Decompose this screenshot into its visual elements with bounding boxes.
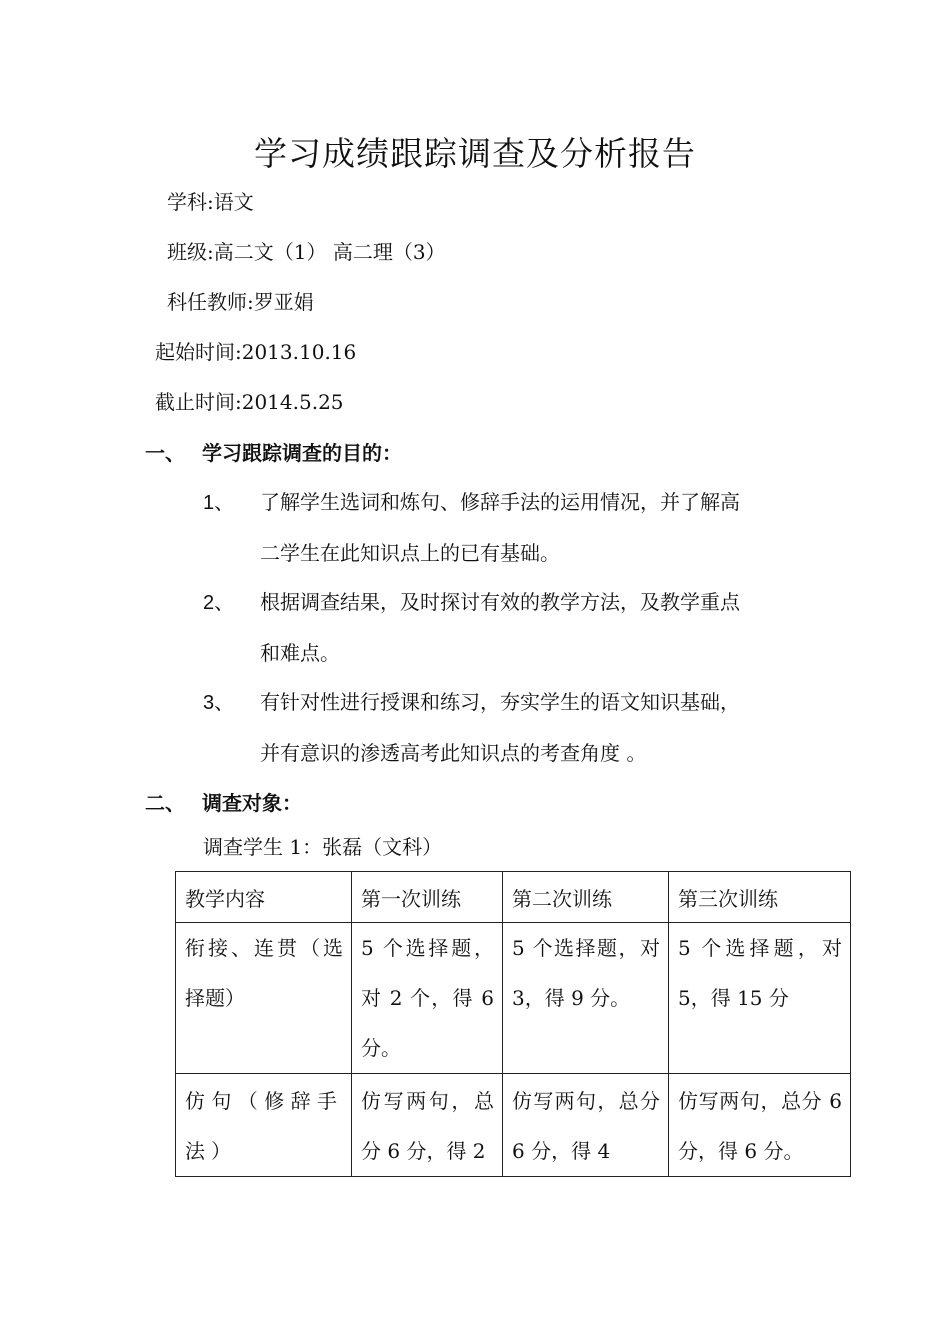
- table-cell: 5 个选择题，对 2 个，得 6 分。: [352, 923, 503, 1074]
- purpose-item-1-line-1: 了解学生选词和炼句、修辞手法的运用情况，并了解高: [260, 490, 740, 514]
- purpose-item-2-number: 2、: [203, 592, 235, 614]
- section-2-heading: [145, 787, 545, 817]
- purpose-item-1-line-2: 二学生在此知识点上的已有基础。: [260, 541, 560, 565]
- section-1-title: 学习跟踪调查的目的：: [202, 441, 402, 465]
- table-cell: 衔接、连贯（选择题）: [176, 923, 352, 1074]
- purpose-item-3-line-2: 并有意识的渗透高考此知识点的考查角度 。: [260, 741, 647, 765]
- header-cell-content: 教学内容: [176, 872, 352, 923]
- section-1-heading: [145, 437, 645, 467]
- table-cell: 仿写两句，总分 6 分，得 4: [503, 1074, 669, 1177]
- purpose-item-3: [203, 686, 823, 766]
- table-cell: 仿写两句，总分 6 分，得 2: [352, 1074, 503, 1177]
- table-cell: 5 个选择题，对 3，得 9 分。: [503, 923, 669, 1074]
- end-time-line: 截止时间:2014.5.25: [155, 390, 344, 414]
- training-results-table: [175, 871, 851, 1177]
- table-header-row: [176, 872, 851, 923]
- subject-line: 学科:语文: [167, 190, 254, 214]
- section-2-number: 二、: [145, 791, 185, 815]
- header-cell-training-1: 第一次训练: [352, 872, 503, 923]
- document-title: 学习成绩跟踪调查及分析报告: [254, 134, 696, 173]
- header-cell-training-2: 第二次训练: [503, 872, 669, 923]
- table-row: [176, 923, 851, 1074]
- purpose-item-1-number: 1、: [203, 492, 235, 514]
- table-cell: 5 个选择题，对 5，得 15 分: [669, 923, 851, 1074]
- purpose-item-2-line-1: 根据调查结果，及时探讨有效的教学方法，及教学重点: [260, 590, 740, 614]
- table-cell: 仿句（修辞手法）: [176, 1074, 352, 1177]
- purpose-item-1: [203, 486, 823, 566]
- section-2-title: 调查对象：: [202, 791, 302, 815]
- purpose-item-2-line-2: 和难点。: [260, 641, 340, 665]
- table-cell: 仿写两句，总分 6 分，得 6 分。: [669, 1074, 851, 1177]
- purpose-item-3-line-1: 有针对性进行授课和练习，夯实学生的语文知识基础，: [260, 690, 740, 714]
- purpose-item-3-number: 3、: [203, 692, 235, 714]
- start-time-line: 起始时间:2013.10.16: [155, 340, 357, 364]
- section-1-number: 一、: [145, 441, 185, 465]
- class-line: 班级:高二文（1） 高二理（3）: [167, 240, 446, 264]
- purpose-item-2: [203, 586, 823, 666]
- table-row: [176, 1074, 851, 1177]
- student-label: 调查学生 1：张磊（文科）: [203, 835, 443, 859]
- header-cell-training-3: 第三次训练: [669, 872, 851, 923]
- teacher-line: 科任教师:罗亚娟: [167, 290, 314, 314]
